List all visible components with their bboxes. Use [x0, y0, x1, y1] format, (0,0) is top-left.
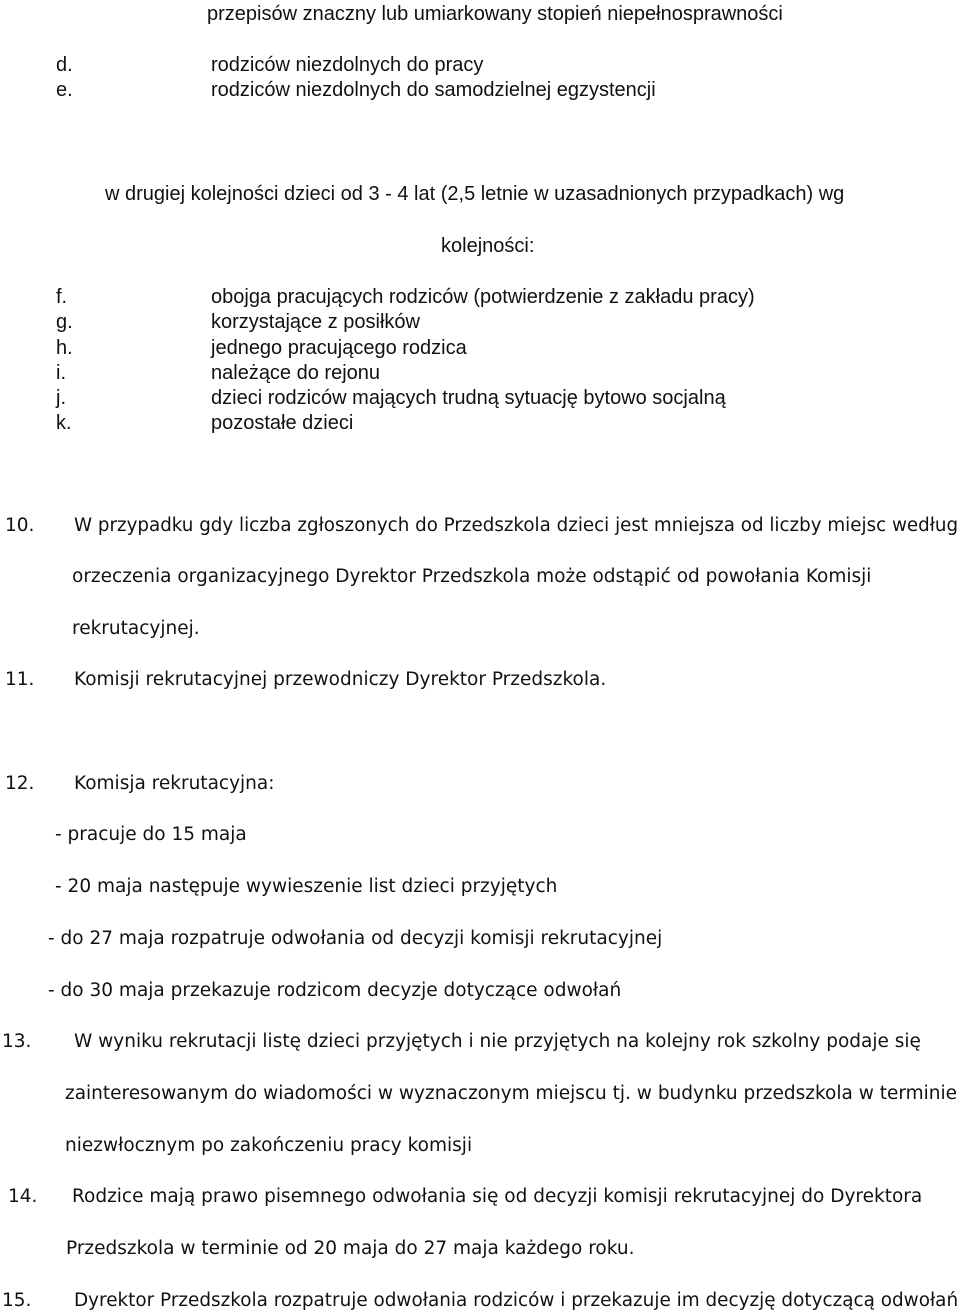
list-marker: j. [56, 387, 66, 409]
list-marker: g. [56, 311, 73, 333]
paragraph-text: rekrutacyjnej. [72, 618, 200, 639]
intro-line: przepisów znaczny lub umiarkowany stopień niepełnosprawności [207, 3, 783, 25]
list-item: jednego pracującego rodzica [211, 337, 467, 359]
paragraph-number: 13. [2, 1031, 32, 1052]
list-marker: h. [56, 337, 73, 359]
list-marker: k. [56, 412, 72, 434]
list-item: - do 30 maja przekazuje rodzicom decyzje dotyczące odwołań [48, 980, 622, 1001]
list-item: - pracuje do 15 maja [55, 824, 247, 845]
paragraph-text: Przedszkola w terminie od 20 maja do 27 maja każdego roku. [66, 1238, 635, 1259]
list-marker: i. [56, 362, 66, 384]
paragraph-number: 12. [5, 773, 35, 794]
second-heading-line1: w drugiej kolejności dzieci od 3 - 4 lat (2,5 letnie w uzasadnionych przypadkach) wg [105, 183, 845, 205]
list-item: obojga pracujących rodziców (potwierdzenie z zakładu pracy) [211, 286, 755, 308]
paragraph-number: 11. [5, 669, 35, 690]
list-item: rodziców niezdolnych do samodzielnej egzystencji [211, 79, 656, 101]
paragraph-text: Komisja rekrutacyjna: [74, 773, 275, 794]
paragraph-text: W przypadku gdy liczba zgłoszonych do Przedszkola dzieci jest mniejsza od liczby miejsc według [74, 515, 959, 536]
list-item: pozostałe dzieci [211, 412, 354, 434]
list-item: - do 27 maja rozpatruje odwołania od decyzji komisji rekrutacyjnej [48, 928, 663, 949]
list-marker: f. [56, 286, 68, 308]
list-marker: e. [56, 79, 73, 101]
paragraph-text: Rodzice mają prawo pisemnego odwołania się od decyzji komisji rekrutacyjnej do Dyrektora [72, 1186, 923, 1207]
list-item: rodziców niezdolnych do pracy [211, 54, 484, 76]
paragraph-text: Komisji rekrutacyjnej przewodniczy Dyrektor Przedszkola. [74, 669, 607, 690]
paragraph-number: 10. [5, 515, 35, 536]
paragraph-number: 15. [2, 1290, 32, 1311]
paragraph-text: orzeczenia organizacyjnego Dyrektor Przedszkola może odstąpić od powołania Komisji [72, 566, 872, 587]
list-item: - 20 maja następuje wywieszenie list dzieci przyjętych [55, 876, 558, 897]
list-item: należące do rejonu [211, 362, 381, 384]
second-heading-line2: kolejności: [441, 235, 535, 257]
paragraph-text: W wyniku rekrutacji listę dzieci przyjętych i nie przyjętych na kolejny rok szkolny podaje się [74, 1031, 921, 1052]
paragraph-text: Dyrektor Przedszkola rozpatruje odwołania rodziców i przekazuje im decyzję dotyczącą odwołań [74, 1290, 959, 1311]
list-item: korzystające z posiłków [211, 311, 420, 333]
paragraph-text: niezwłocznym po zakończeniu pracy komisji [65, 1135, 473, 1156]
list-marker: d. [56, 54, 73, 76]
paragraph-number: 14. [8, 1186, 38, 1207]
list-item: dzieci rodziców mających trudną sytuację bytowo socjalną [211, 387, 726, 409]
paragraph-text: zainteresowanym do wiadomości w wyznaczonym miejscu tj. w budynku przedszkola w terminie [65, 1083, 958, 1104]
